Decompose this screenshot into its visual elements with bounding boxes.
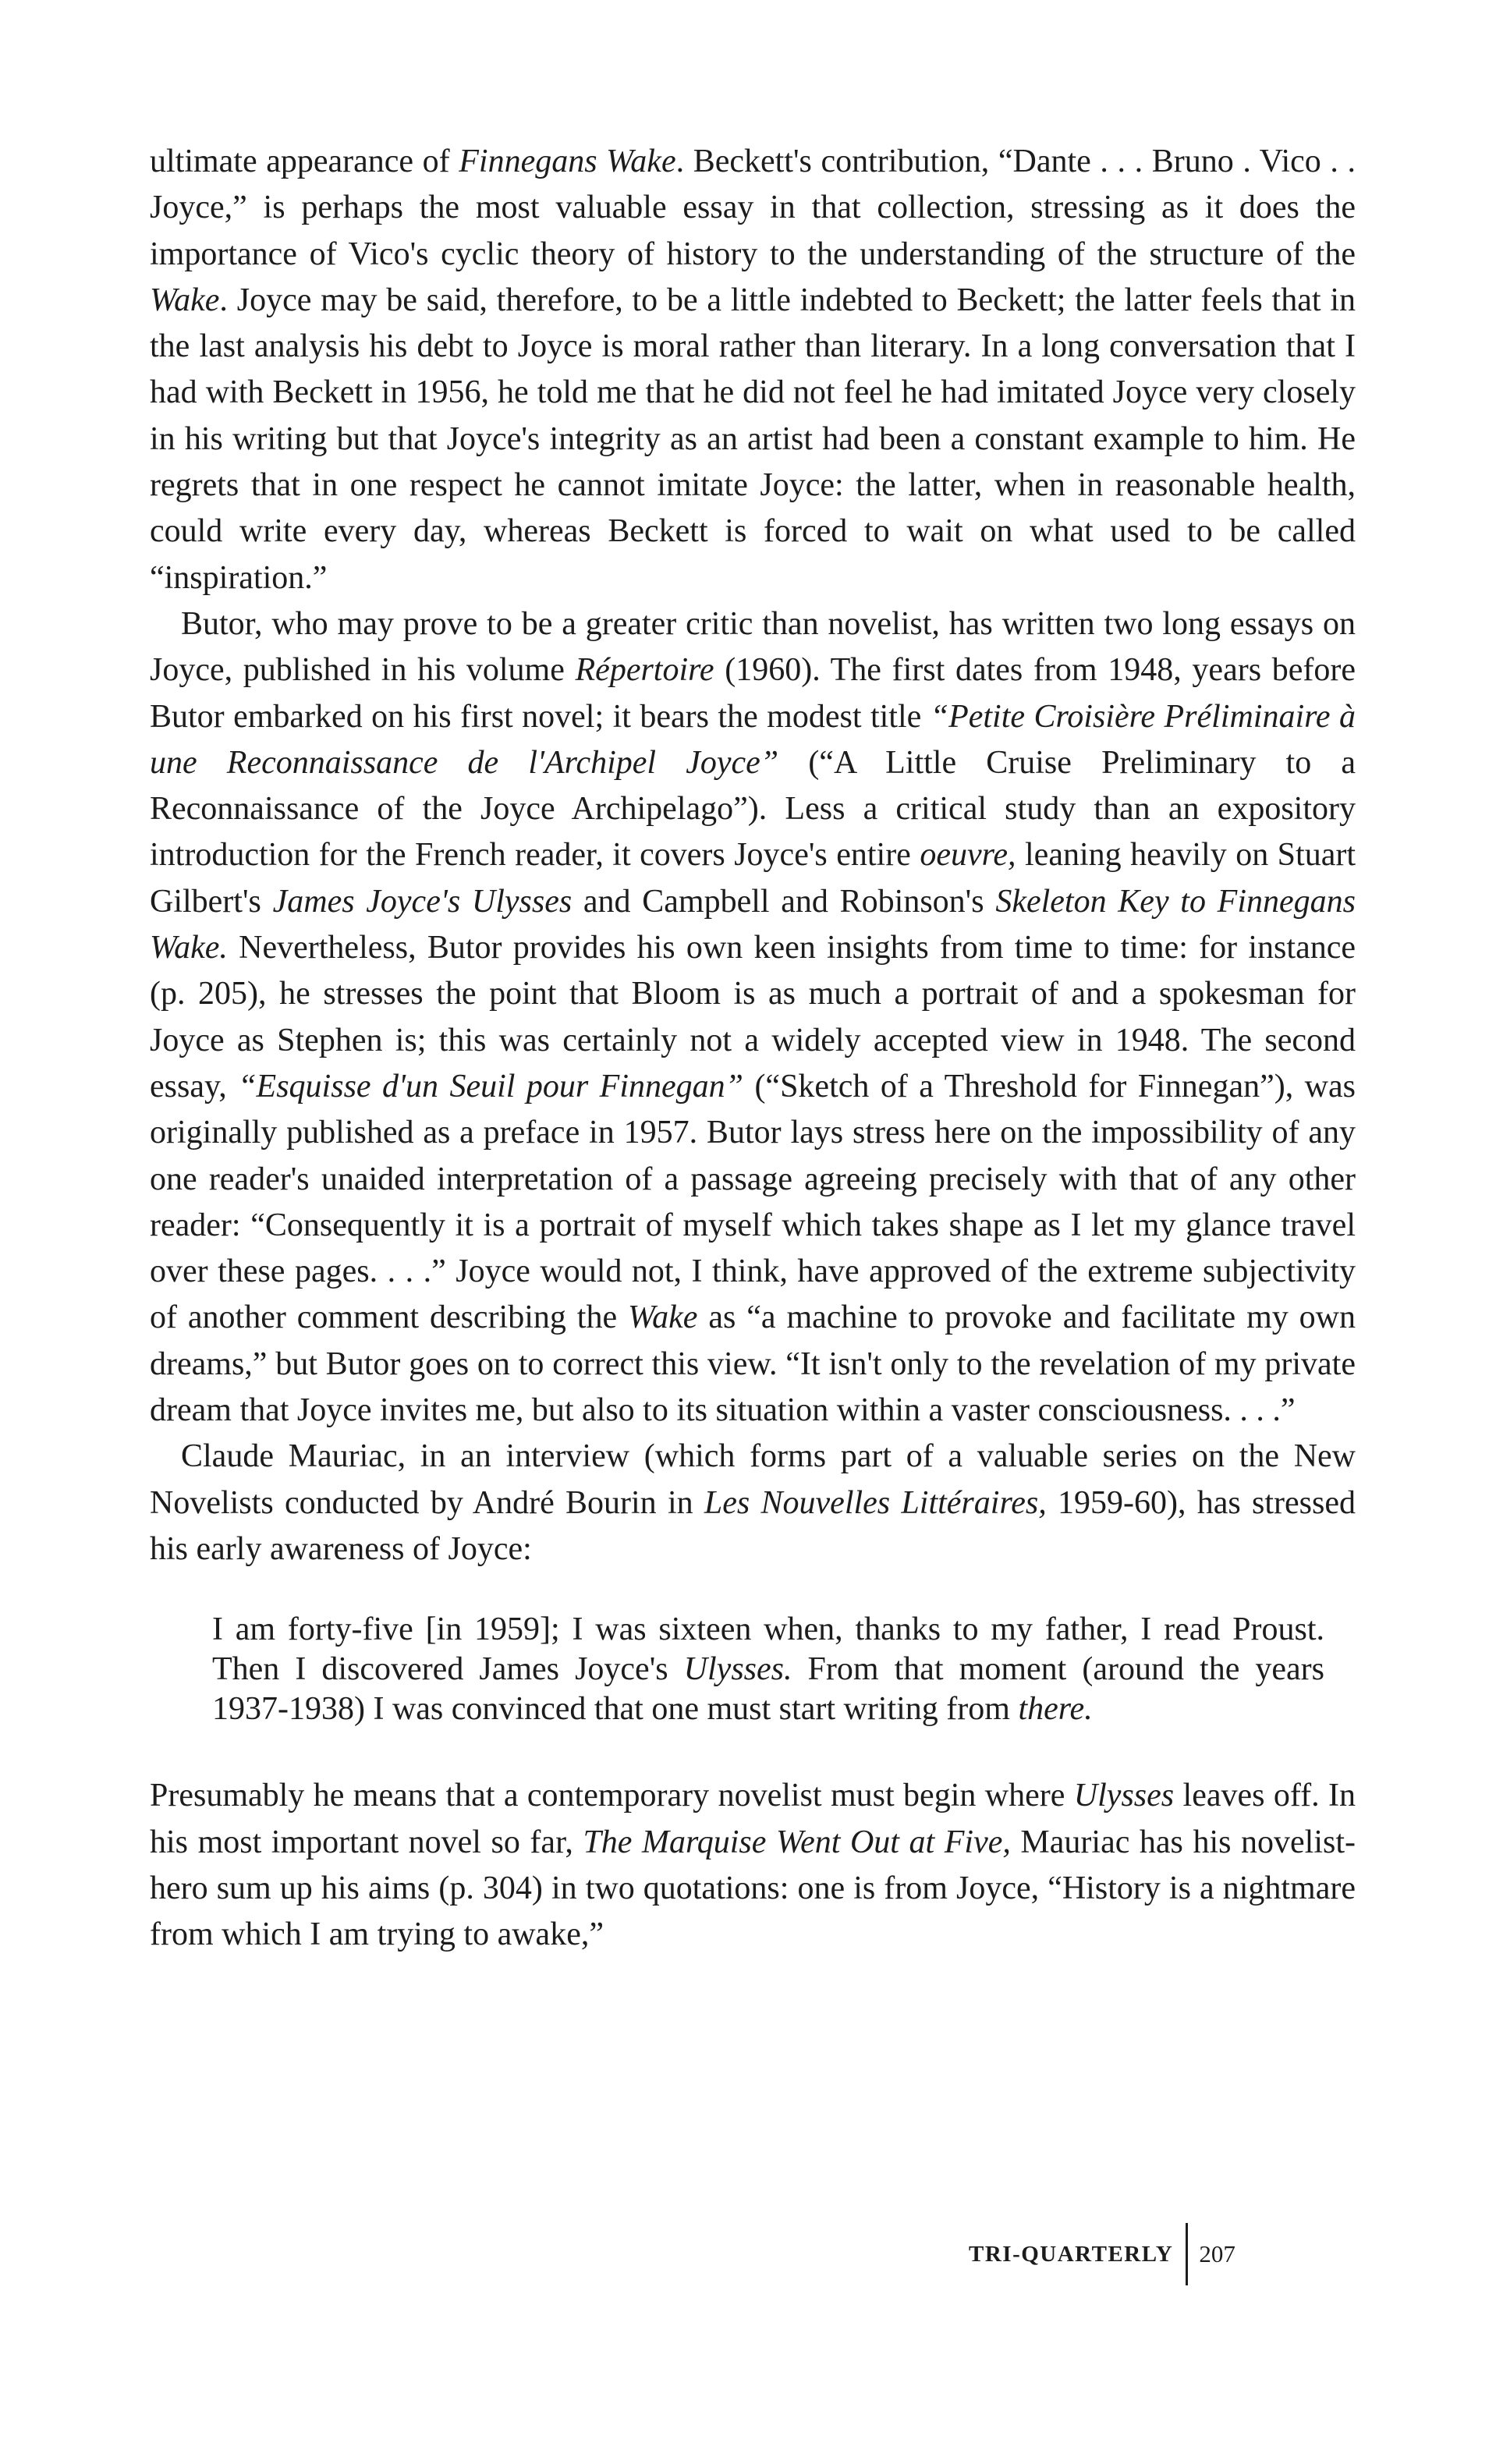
italic-text-run: “Petite Croisière Préliminaire à une Reconnaissance de l'Archipel Joyce” [150,698,1356,781]
text-run: Claude Mauriac, in an interview (which forms part of a valuable series on the New Novelists conducted by André Bourin in [150,1438,1356,1521]
text-run: (“Sketch of a Threshold for Finnegan”), was originally published as a preface in 1957. Butor lays stress here on the impossibility of any one reader's unaided interpretation of a passage agreeing precisely with that of any other reader: “Consequently it is a portrait of myself which takes shape as I let my glance travel over these pages. . . .” Joyce would not, I think, have approved of the extreme subjectivity of another comment describing the [150,1068,1356,1336]
italic-text-run: The Marquise Went Out at Five, [583,1824,1011,1860]
italic-text-run: Finnegans Wake [459,144,676,179]
italic-text-run: oeuvre, [920,837,1016,874]
text-run: and Campbell and Robinson's [572,883,996,920]
italic-text-run: there. [1018,1691,1093,1728]
italic-text-run: Répertoire [575,652,714,689]
italic-text-run: Ulysses. [683,1651,792,1688]
text-run: Presumably he means that a contemporary novelist must begin where [150,1778,1074,1814]
article-body [150,139,1356,1958]
text-run: (1960). The first dates from 1948, years before Butor embarked on his first novel; it bears the modest title [150,652,1356,735]
text-run: From that moment (around the years 1937-1938) I was convinced that one must start writing from [212,1651,1325,1728]
text-run: . Beckett's contribution, “Dante . . . Bruno . Vico . . Joyce,” is perhaps the most valuable essay in that collection, stressing as it does the importance of Vico's cyclic theory of history to the understanding of the structure of the [150,144,1356,272]
italic-text-run: “Esquisse d'un Seuil pour Finnegan” [238,1068,743,1104]
text-run: . Joyce may be said, therefore, to be a little indebted to Beckett; the latter feels that in the last analysis his debt to Joyce is moral rather than literary. In a long conversation that I had with Beckett in 1956, he told me that he did not feel he had imitated Joyce very closely in his writing but that Joyce's integrity as an artist had been a constant example to him. He regrets that in one respect he cannot imitate Joyce: the latter, when in reasonable health, could write every day, whereas Beckett is forced to wait on what used to be called “inspiration.” [150,282,1356,596]
page-number: 207 [1199,2240,1235,2267]
paragraph-presumably [150,1773,1356,1958]
text-run: Butor, who may prove to be a greater critic than novelist, has written two long essays on Joyce, published in his volume [150,605,1356,689]
italic-text-run: Wake [150,282,220,318]
italic-text-run: Wake [628,1299,698,1336]
text-run: I am forty-five [in 1959]; I was sixteen when, thanks to my father, I read Proust. Then I discovered James Joyce's [212,1611,1324,1688]
paragraph-butor [150,601,1356,1434]
italic-text-run: Skeleton Key to Finnegans Wake. [150,883,1356,966]
text-run: ultimate appearance of [150,144,459,179]
text-run: leaves off. In his most important novel so far, [150,1778,1356,1860]
text-run: leaning heavily on Stuart Gilbert's [150,837,1356,920]
journal-name: TRI-QUARTERLY [969,2241,1174,2267]
paragraph-beckett [150,139,1356,601]
text-run: 1959-60), has stressed his early awareness of Joyce: [150,1484,1356,1567]
italic-text-run: James Joyce's Ulysses [272,883,573,920]
text-run: Nevertheless, Butor provides his own keen insights from time to time: for instance (p. 205), he stresses the point that Bloom is as much a portrait of and a spokesman for Joyce as Stephen is; this was certainly not a widely accepted view in 1948. The second essay, [150,930,1356,1104]
italic-text-run: Les Nouvelles Littéraires, [704,1484,1047,1521]
paragraph-mauriac [150,1434,1356,1572]
block-quote [212,1610,1324,1729]
text-run: as “a machine to provoke and facilitate my own dreams,” but Butor goes on to correct this view. “It isn't only to the revelation of my private dream that Joyce invites me, but also to its situation within a vaster consciousness. . . .” [150,1299,1356,1429]
text-run: Mauriac has his novelist-hero sum up his aims (p. 304) in two quotations: one is from Joyce, “History is a nightmare from which I am trying to awake,” [150,1824,1356,1953]
text-run: (“A Little Cruise Preliminary to a Reconnaissance of the Joyce Archipelago”). Less a critical study than an expository introduction for the French reader, it covers Joyce's entire [150,744,1356,874]
page-footer [969,2223,1235,2285]
italic-text-run: Ulysses [1073,1778,1175,1814]
footer-divider [1186,2223,1188,2285]
